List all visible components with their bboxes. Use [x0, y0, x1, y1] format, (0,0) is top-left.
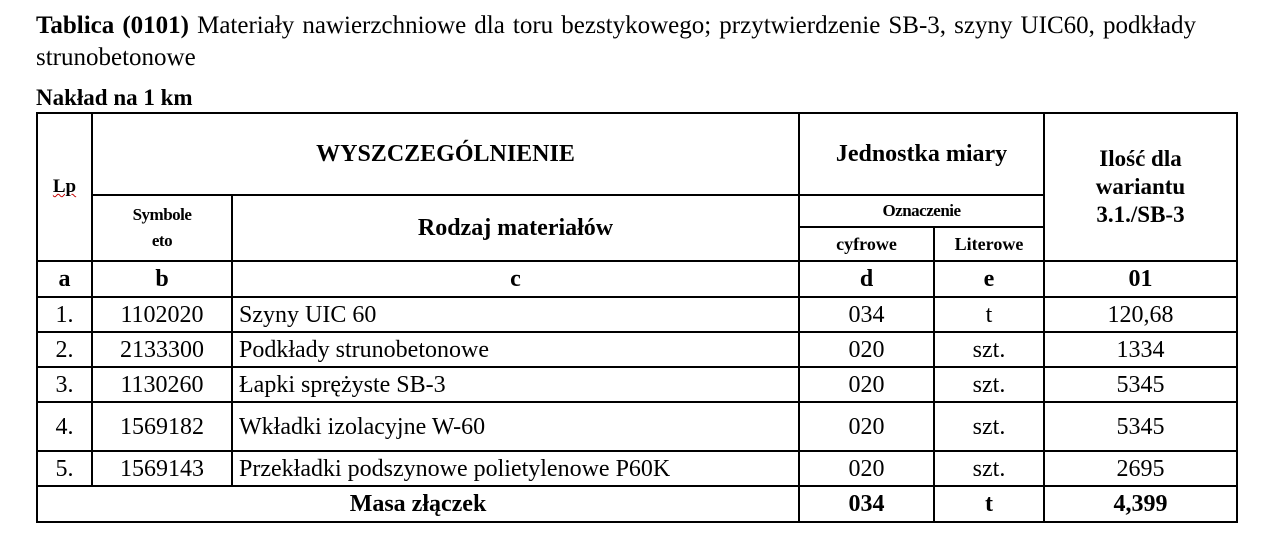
header-row-1 [37, 113, 1237, 195]
row-quantity: 5345 [1044, 367, 1237, 402]
letter-b: b [92, 261, 232, 297]
footer-quantity: 4,399 [1044, 486, 1237, 522]
row-quantity: 120,68 [1044, 297, 1237, 332]
row-cyfrowe: 034 [799, 297, 934, 332]
table-row [37, 297, 1237, 332]
row-material: Wkładki izolacyjne W-60 [232, 402, 799, 451]
row-literowe: szt. [934, 402, 1044, 451]
row-cyfrowe: 020 [799, 332, 934, 367]
row-quantity: 2695 [1044, 451, 1237, 486]
row-literowe: t [934, 297, 1044, 332]
header-wyszczegolnienie: WYSZCZEGÓLNIENIE [92, 113, 799, 195]
row-material: Szyny UIC 60 [232, 297, 799, 332]
row-symbol: 1102020 [92, 297, 232, 332]
row-symbol: 1130260 [92, 367, 232, 402]
row-lp: 3. [37, 367, 92, 402]
row-material: Przekładki podszynowe polietylenowe P60K [232, 451, 799, 486]
caption-prefix: Tablica (0101) [36, 12, 190, 39]
row-quantity: 1334 [1044, 332, 1237, 367]
letters-row [37, 261, 1237, 297]
header-jednostka-miary: Jednostka miary [799, 113, 1044, 195]
table-row [37, 402, 1237, 451]
table-row [37, 367, 1237, 402]
table-row [37, 332, 1237, 367]
table-caption [36, 10, 1196, 74]
row-literowe: szt. [934, 451, 1044, 486]
table-row [37, 451, 1237, 486]
row-symbol: 2133300 [92, 332, 232, 367]
footer-row [37, 486, 1237, 522]
header-ilosc-line3: 3.1./SB-3 [1096, 202, 1185, 227]
header-ilosc [1044, 113, 1237, 261]
row-lp: 1. [37, 297, 92, 332]
header-literowe: Literowe [934, 227, 1044, 261]
row-cyfrowe: 020 [799, 367, 934, 402]
header-oznaczenie: Oznaczenie [799, 195, 1044, 227]
header-symbole-line1: Symbole [132, 205, 192, 224]
header-symbole [92, 195, 232, 261]
header-ilosc-line2: wariantu [1095, 174, 1186, 199]
row-lp: 4. [37, 402, 92, 451]
materials-table [36, 112, 1238, 523]
row-symbol: 1569143 [92, 451, 232, 486]
row-material: Podkłady strunobetonowe [232, 332, 799, 367]
row-cyfrowe: 020 [799, 451, 934, 486]
row-lp: 5. [37, 451, 92, 486]
header-ilosc-line1: Ilość dla [1099, 146, 1182, 171]
row-cyfrowe: 020 [799, 402, 934, 451]
row-literowe: szt. [934, 367, 1044, 402]
letter-a: a [37, 261, 92, 297]
caption-subtitle: Nakład na 1 km [36, 85, 193, 110]
row-literowe: szt. [934, 332, 1044, 367]
caption-text: Materiały nawierzchniowe dla toru bezstykowego; przytwierdzenie SB-3, szyny UIC60, podkłady strunobetonowe [36, 12, 1196, 71]
header-lp: Lp [37, 113, 92, 261]
row-material: Łapki sprężyste SB-3 [232, 367, 799, 402]
header-symbole-line2: eto [151, 231, 173, 250]
footer-cyfrowe: 034 [799, 486, 934, 522]
row-quantity: 5345 [1044, 402, 1237, 451]
footer-literowe: t [934, 486, 1044, 522]
footer-label: Masa złączek [37, 486, 799, 522]
letter-d: d [799, 261, 934, 297]
row-lp: 2. [37, 332, 92, 367]
letter-e: e [934, 261, 1044, 297]
header-cyfrowe: cyfrowe [799, 227, 934, 261]
header-rodzaj-materialow: Rodzaj materiałów [232, 195, 799, 261]
letter-01: 01 [1044, 261, 1237, 297]
row-symbol: 1569182 [92, 402, 232, 451]
letter-c: c [232, 261, 799, 297]
